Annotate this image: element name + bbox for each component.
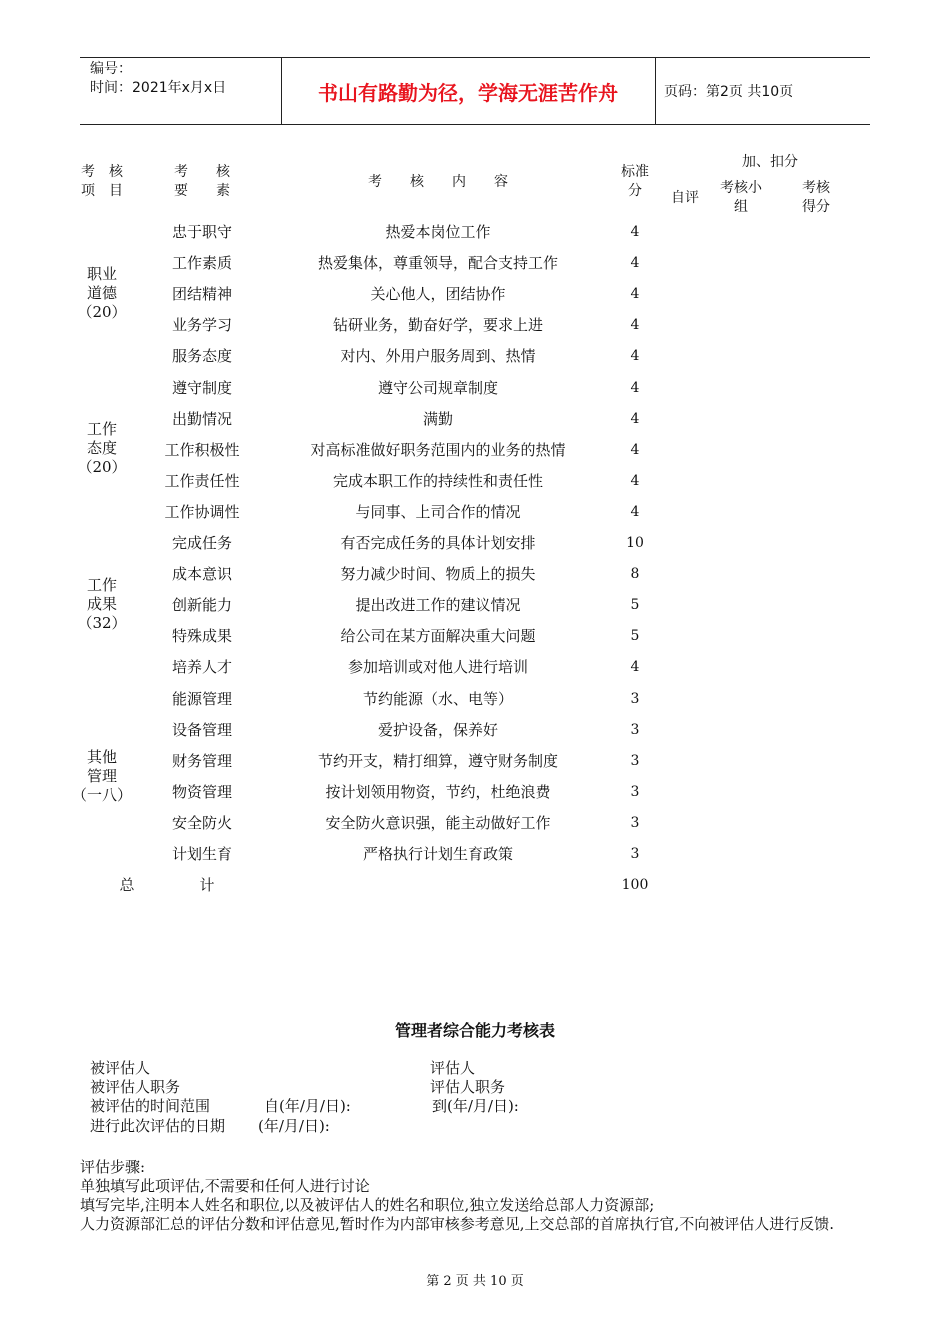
row-factor: 业务学习 [171, 316, 232, 334]
row-factor: 工作责任性 [164, 472, 240, 490]
row-factor: 计划生育 [171, 845, 232, 863]
section-title: 管理者综合能力考核表 [394, 1021, 555, 1040]
col-header-factor: 考 核 要 素 [174, 164, 230, 199]
total-score: 100 [621, 877, 649, 893]
col-header-category: 考 核 项 目 [81, 164, 123, 199]
row-score: 3 [630, 691, 640, 707]
row-score: 5 [630, 597, 640, 613]
row-score: 4 [630, 255, 640, 271]
row-score: 3 [630, 784, 640, 800]
row-score: 3 [630, 815, 640, 831]
row-factor: 工作协调性 [164, 503, 240, 521]
row-content: 热爱集体，尊重领导，配合支持工作 [317, 254, 558, 272]
row-factor: 培养人才 [171, 658, 232, 676]
row-score: 5 [630, 628, 640, 644]
col-header-group: 考核小 组 [720, 180, 762, 215]
row-score: 4 [630, 411, 640, 427]
total-label: 总 [119, 876, 135, 894]
row-content: 完成本职工作的持续性和责任性 [332, 472, 543, 490]
row-score: 4 [630, 224, 640, 240]
header-page-info: 页码：第2页 共10页 [664, 84, 794, 100]
row-factor: 遵守制度 [171, 379, 232, 397]
row-content: 关心他人，团结协作 [370, 285, 506, 303]
step-item: 单独填写此项评估,不需要和任何人进行讨论 [80, 1177, 370, 1195]
evaluator-position-label: 评估人职务 [430, 1078, 506, 1096]
header-divider [655, 57, 656, 125]
row-content: 参加培训或对他人进行培训 [347, 658, 528, 676]
steps-title: 评估步骤: [80, 1158, 146, 1176]
evaluatee-label: 被评估人 [90, 1059, 151, 1077]
row-factor: 出勤情况 [171, 410, 232, 428]
row-content: 节约开支，精打细算，遵守财务制度 [317, 752, 558, 770]
row-score: 3 [630, 722, 640, 738]
category-label: 职业 道德 （20） [77, 265, 127, 321]
row-content: 努力减少时间、物质上的损失 [340, 565, 536, 583]
row-content: 热爱本岗位工作 [385, 223, 491, 241]
page-footer: 第 2 页 共 10 页 [426, 1274, 524, 1289]
col-header-self: 自评 [671, 190, 699, 206]
col-header-final: 考核 得分 [802, 180, 830, 215]
total-label: 计 [199, 876, 215, 894]
row-factor: 特殊成果 [171, 627, 232, 645]
category-label: 其他 管理 （一八） [72, 748, 133, 804]
row-content: 节约能源（水、电等） [362, 690, 513, 708]
row-score: 4 [630, 442, 640, 458]
header-bottom-border [80, 124, 870, 125]
step-item: 填写完毕,注明本人姓名和职位,以及被评估人的姓名和职位,独立发送给总部人力资源部; [80, 1196, 655, 1214]
row-score: 3 [630, 753, 640, 769]
row-score: 4 [630, 504, 640, 520]
row-factor: 服务态度 [171, 347, 232, 365]
row-factor: 安全防火 [171, 814, 232, 832]
row-score: 10 [626, 535, 644, 551]
row-score: 8 [630, 566, 640, 582]
row-content: 爱护设备，保养好 [377, 721, 498, 739]
period-to-label: 到(年/月/日): [432, 1097, 519, 1115]
row-factor: 财务管理 [171, 752, 232, 770]
col-header-score: 标准 分 [621, 164, 649, 199]
row-content: 满勤 [422, 410, 453, 428]
row-score: 4 [630, 286, 640, 302]
evaluation-date-format: (年/月/日): [258, 1117, 330, 1135]
row-content: 与同事、上司合作的情况 [355, 503, 521, 521]
doc-time-label: 时间：2021年x月x日 [90, 80, 227, 96]
header-top-border [80, 57, 870, 58]
period-from-label: 自(年/月/日): [264, 1097, 351, 1115]
row-factor: 物资管理 [171, 783, 232, 801]
evaluation-steps [80, 1158, 880, 1234]
row-factor: 能源管理 [171, 690, 232, 708]
row-score: 4 [630, 317, 640, 333]
category-label: 工作 态度 （20） [77, 420, 127, 476]
row-factor: 忠于职守 [171, 223, 232, 241]
row-content: 遵守公司规章制度 [377, 379, 498, 397]
row-content: 给公司在某方面解决重大问题 [340, 627, 536, 645]
row-content: 提出改进工作的建议情况 [355, 596, 521, 614]
row-factor: 工作积极性 [164, 441, 240, 459]
category-label: 工作 成果 （32） [77, 576, 127, 632]
row-content: 对高标准做好职务范围内的业务的热情 [310, 441, 566, 459]
row-factor: 创新能力 [171, 596, 232, 614]
row-score: 4 [630, 473, 640, 489]
header-meta [90, 60, 226, 98]
row-score: 4 [630, 380, 640, 396]
col-header-adjust: 加、扣分 [742, 154, 798, 170]
col-header-content: 考 核 内 容 [368, 174, 508, 190]
evaluation-date-label: 进行此次评估的日期 [90, 1117, 226, 1135]
row-factor: 工作素质 [171, 254, 232, 272]
doc-code-label: 编号： [90, 61, 132, 77]
row-score: 4 [630, 659, 640, 675]
row-factor: 成本意识 [171, 565, 232, 583]
row-score: 3 [630, 846, 640, 862]
step-item: 人力资源部汇总的评估分数和评估意见,暂时作为内部审核参考意见,上交总部的首席执行官,不向被评估人进行反馈. [80, 1215, 835, 1233]
row-score: 4 [630, 348, 640, 364]
period-label: 被评估的时间范围 [90, 1097, 211, 1115]
evaluatee-position-label: 被评估人职务 [90, 1078, 181, 1096]
row-content: 按计划领用物资，节约，杜绝浪费 [325, 783, 551, 801]
row-content: 严格执行计划生育政策 [362, 845, 513, 863]
evaluator-label: 评估人 [430, 1059, 476, 1077]
row-factor: 团结精神 [171, 285, 232, 303]
row-content: 钻研业务，勤奋好学，要求上进 [332, 316, 543, 334]
row-content: 安全防火意识强，能主动做好工作 [325, 814, 551, 832]
row-content: 有否完成任务的具体计划安排 [340, 534, 536, 552]
row-content: 对内、外用户服务周到、热情 [340, 347, 536, 365]
row-factor: 设备管理 [171, 721, 232, 739]
header-motto: 书山有路勤为径，学海无涯苦作舟 [318, 81, 618, 105]
row-factor: 完成任务 [171, 534, 232, 552]
